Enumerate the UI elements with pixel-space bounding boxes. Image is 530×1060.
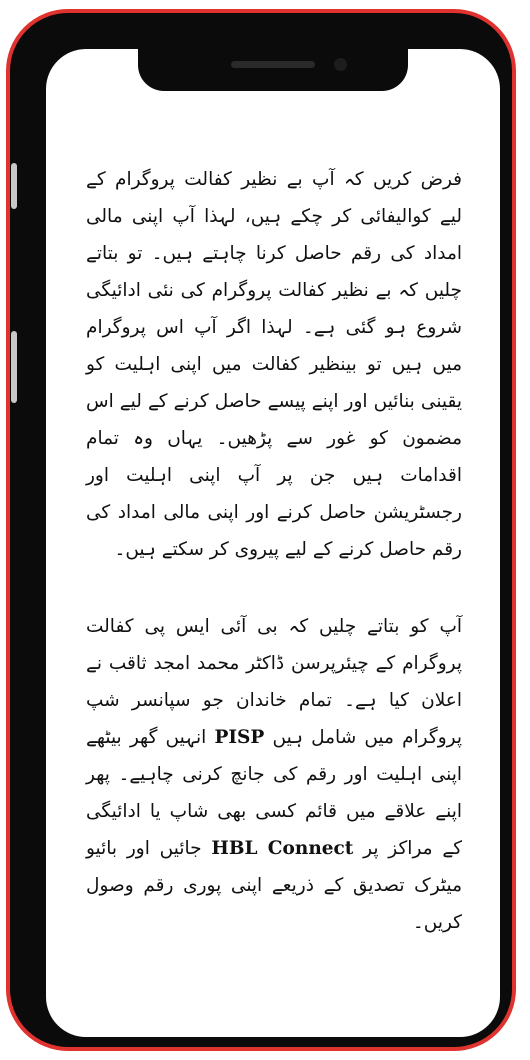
front-camera-icon (334, 58, 347, 71)
speaker-grille (231, 61, 315, 68)
phone-screen (46, 49, 500, 1037)
phone-frame (6, 9, 516, 1051)
paragraph-2-text-2: انہیں گھر بیٹھے اپنی اہلیت اور رقم کی جانچ کرنی چاہیے۔ پھر اپنے علاقے میں قائم کسی بھی شاپ یا ادائیگی کے مراکز پر (86, 727, 463, 859)
article-content (86, 161, 462, 941)
term-hbl-connect: HBL Connect (211, 838, 354, 859)
paragraph-1: فرض کریں کہ آپ بے نظیر کفالت پروگرام کے لیے کوالیفائی کر چکے ہیں، لہذا آپ اپنی مالی امداد کی رقم حاصل کرنا چاہتے ہیں۔ تو بتاتے چلیں کہ بے نظیر کفالت پروگرام کی نئی ادائیگی شروع ہو گئی ہے۔ لہذا اگر آپ اس پروگرام میں ہیں تو بینظیر کفالت میں اپنی اہلیت کو یقینی بنائیں اور اپنے پیسے حاصل کرنے کے لیے اس مضمون کو غور سے پڑھیں۔ یہاں وہ تمام اقدامات ہیں جن پر آپ اپنی اہلیت اور رجسٹریشن حاصل کرنے اور اپنی مالی امداد کی رقم حاصل کرنے کے لیے پیروی کر سکتے ہیں۔ (86, 169, 462, 560)
term-pisp: PISP (214, 727, 265, 748)
paragraph-2 (86, 608, 462, 941)
paragraph-2-text-3: جائیں اور بائیو میٹرک تصدیق کے ذریعے اپنی پوری رقم وصول کریں۔ (86, 838, 462, 933)
paragraph-2-text-1: آپ کو بتاتے چلیں کہ بی آئی ایس پی کفالت پروگرام کے چیئرپرسن ڈاکٹر محمد امجد ثاقب نے اعلان کیا ہے۔ تمام خاندان جو سپانسر شپ پروگرام میں شامل ہیں (86, 616, 462, 748)
side-button-upper (11, 163, 17, 209)
phone-notch (138, 49, 408, 91)
side-button-lower (11, 331, 17, 403)
